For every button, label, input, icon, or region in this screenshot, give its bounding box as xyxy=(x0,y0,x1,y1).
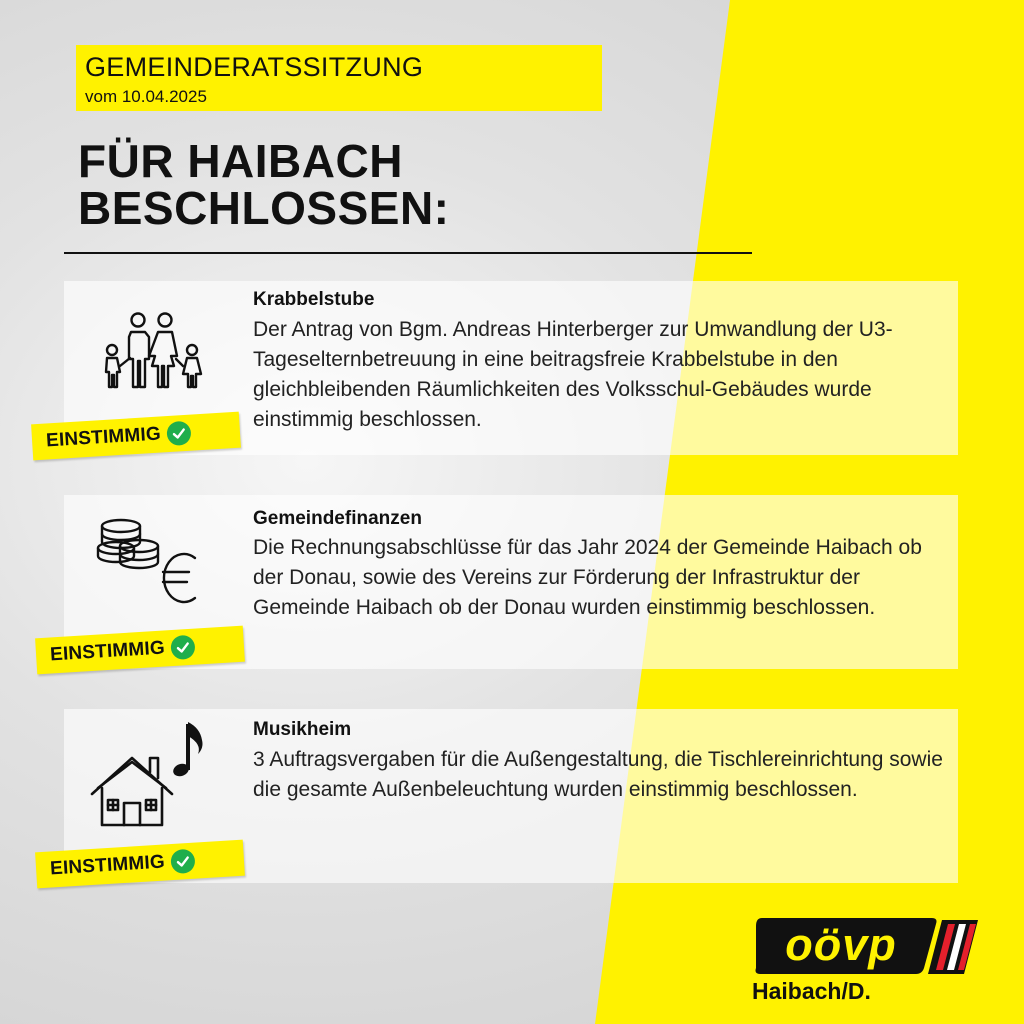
family-icon xyxy=(98,310,208,392)
item-text: Der Antrag von Bgm. Andreas Hinterberger zur Umwandlung der U3-Tageselternbetreuung in eine beitragsfreie Krabbelstube in den gleichbleibenden Räumlichkeiten des Volksschul-Gebäudes wurde einstimmig beschlossen. xyxy=(253,318,893,431)
house-music-icon xyxy=(88,716,213,828)
check-icon xyxy=(170,635,195,660)
item-title: Gemeindefinanzen xyxy=(253,508,422,529)
header-title: GEMEINDERATSSITZUNG xyxy=(85,52,424,82)
check-icon xyxy=(166,421,191,446)
item-title: Krabbelstube xyxy=(253,289,375,310)
item-title: Musikheim xyxy=(253,719,352,740)
page-title xyxy=(78,135,450,234)
coins-euro-icon xyxy=(95,514,205,606)
check-icon xyxy=(170,849,195,874)
headline-line-1: FÜR HAIBACH xyxy=(78,135,403,187)
badge-label: EINSTIMMIG xyxy=(49,851,166,880)
badge-label: EINSTIMMIG xyxy=(45,423,162,452)
location-label: Haibach/D. xyxy=(752,978,871,1004)
item-text: Die Rechnungsabschlüsse für das Jahr 2024 der Gemeinde Haibach ob der Donau, sowie des Vereins zur Förderung der Infrastruktur der Gemeinde Haibach ob der Donau wurden einstimmig beschlossen. xyxy=(253,536,922,619)
logo-text: oövp xyxy=(785,919,897,970)
header-date: vom 10.04.2025 xyxy=(85,87,207,106)
divider xyxy=(64,252,752,254)
item-text: 3 Auftragsvergaben für die Außengestaltung, die Tischlereinrichtung sowie die gesamte Außenbeleuchtung wurden einstimmig beschlossen. xyxy=(253,748,943,801)
headline-line-2: BESCHLOSSEN: xyxy=(78,182,450,234)
badge-label: EINSTIMMIG xyxy=(49,637,166,666)
